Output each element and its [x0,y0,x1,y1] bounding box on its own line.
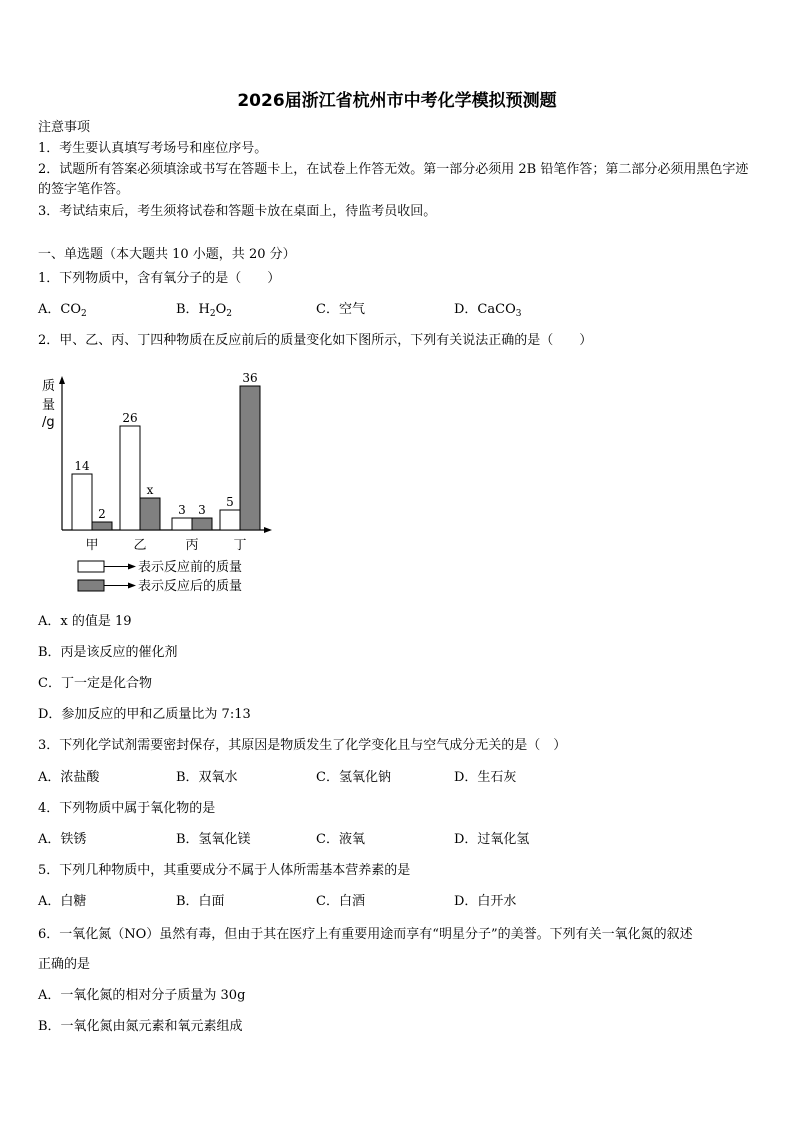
y-axis-label-1: 质 [42,379,56,394]
notice-item-1: 1．考生要认真填写考场号和座位序号。 [38,141,268,156]
question-2-option-c: C．丁一定是化合物 [38,676,152,691]
question-6-stem-line-1: 6．一氧化氮（NO）虽然有毒，但由于其在医疗上有重要用途而享有“明星分子”的美誉。下列有关一氧化氮的叙述 [38,927,693,942]
notice-item-2: 2．试题所有答案必须填涂或书写在答题卡上，在试卷上作答无效。第一部分必须用 2B 铅笔作答；第二部分必须用黑色字迹的签字笔作答。 [38,162,749,197]
legend-label-after: 表示反应后的质量 [138,579,243,594]
question-4-option-d: D．过氧化氢 [454,832,530,847]
page-title: 2026届浙江省杭州市中考化学模拟预测题 [237,91,557,111]
question-5-option-d: D．白开水 [454,894,517,909]
legend-label-before: 表示反应前的质量 [138,560,243,575]
bar-before-1 [72,474,92,530]
question-3-stem: 3．下列化学试剂需要密封保存，其原因是物质发生了化学变化且与空气成分无关的是（ ） [38,738,567,753]
question-1-option-b: B．$H_2O_2$ [176,302,233,319]
question-3-option-a: A．浓盐酸 [38,770,100,785]
question-1-stem: 1．下列物质中，含有氧分子的是（ ） [38,271,281,286]
question-6-stem-line-2: 正确的是 [38,957,91,972]
question-1-option-a: A．$CO_2$ [38,302,87,319]
data-label-after-1: 2 [98,507,106,521]
mass-change-bar-chart [38,368,278,600]
legend-swatch-after [78,580,104,591]
legend-arrowhead-after [128,583,136,589]
data-label-before-4: 5 [226,495,234,509]
question-4-option-a: A．铁锈 [38,832,87,847]
question-1-option-d: D．CaCO$_3$ [454,302,522,319]
category-label-3: 丙 [185,538,199,553]
data-label-before-3: 3 [178,503,186,517]
question-4-stem: 4．下列物质中属于氧化物的是 [38,801,216,816]
category-label-1: 甲 [85,538,99,553]
category-label-4: 丁 [233,538,247,553]
question-3-option-b: B．双氧水 [176,770,238,785]
question-6-option-b: B．一氧化氮由氮元素和氧元素组成 [38,1019,243,1034]
notice-heading: 注意事项 [38,120,91,135]
bar-before-2 [120,426,140,530]
question-4-option-c: C．液氧 [316,832,365,847]
question-3-option-d: D．生石灰 [454,770,517,785]
question-5-option-b: B．白面 [176,894,225,909]
question-6-option-a: A．一氧化氮的相对分子质量为 30g [38,988,246,1003]
bar-before-3 [172,518,192,530]
question-2-option-b: B．丙是该反应的催化剂 [38,645,178,660]
y-axis-label-3: /g [42,415,55,430]
x-axis-arrow [264,527,272,533]
bar-after-2 [140,498,160,530]
question-2-stem: 2．甲、乙、丙、丁四种物质在反应前后的质量变化如下图所示，下列有关说法正确的是（ ） [38,333,593,348]
legend-swatch-before [78,561,104,572]
question-5-option-a: A．白糖 [38,894,87,909]
bar-after-1 [92,522,112,530]
category-label-2: 乙 [133,538,147,553]
data-label-before-1: 14 [74,459,90,473]
question-4-option-b: B．氢氧化镁 [176,832,251,847]
data-label-before-2: 26 [122,411,138,425]
question-3-option-c: C．氢氧化钠 [316,770,391,785]
bar-after-4 [240,386,260,530]
data-label-after-3: 3 [198,503,206,517]
bar-after-3 [192,518,212,530]
question-2-option-d: D．参加反应的甲和乙质量比为 7:13 [38,707,251,722]
question-5-stem: 5．下列几种物质中，其重要成分不属于人体所需基本营养素的是 [38,863,411,878]
section-heading: 一、单选题（本大题共 10 小题，共 20 分） [38,247,296,262]
y-axis-arrow [59,376,65,384]
question-1-option-c: C．空气 [316,302,365,317]
y-axis-label-2: 量 [42,398,56,413]
bar-before-4 [220,510,240,530]
legend-arrowhead-before [128,564,136,570]
question-5-option-c: C．白酒 [316,894,365,909]
notice-item-3: 3．考试结束后，考生须将试卷和答题卡放在桌面上，待监考员收回。 [38,204,437,219]
data-label-after-4: 36 [242,371,258,385]
question-2-option-a: A．x 的值是 19 [38,614,132,629]
data-label-after-2: x [146,483,154,497]
